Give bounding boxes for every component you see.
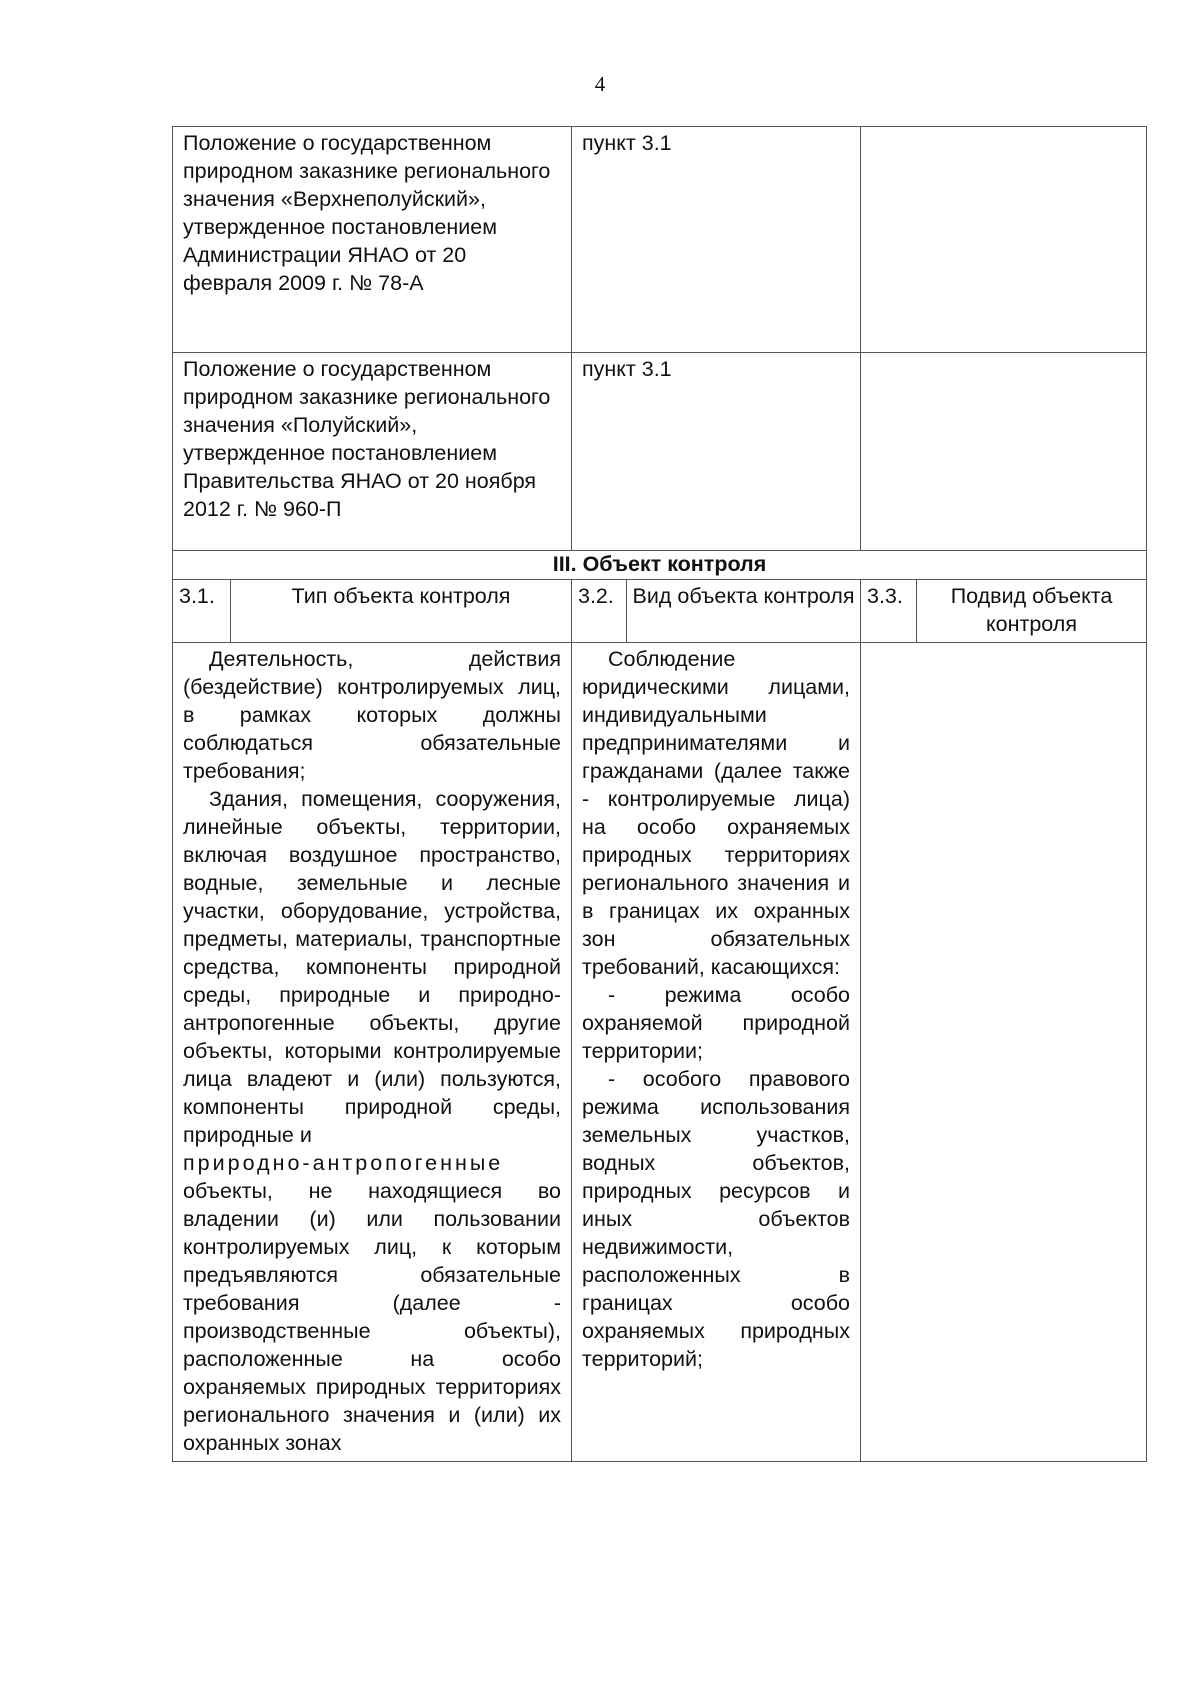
col3-number: 3.3.	[861, 580, 917, 643]
document-cell: Положение о государственном природном заказнике регионального значения «Полуйский», утвержденное постановлением Правительства ЯНАО от 20 ноября 2012 г. № 960-П	[173, 353, 572, 551]
document-cell: Положение о государственном природном заказнике регионального значения «Верхнеполуйский», утвержденное постановлением Администрации ЯНАО от 20 февраля 2009 г. № 78-А	[173, 127, 572, 353]
col1-title: Тип объекта контроля	[231, 580, 572, 643]
col2-number: 3.2.	[572, 580, 627, 643]
object-kind-cell	[572, 643, 861, 1462]
object-type-paragraph: Деятельность, действия (бездействие) контролируемых лиц, в рамках которых должны соблюдаться обязательные требования;	[183, 647, 561, 783]
object-kind-paragraph: Соблюдение юридическими лицами, индивидуальными предпринимателями и гражданами (далее также - контролируемые лица) на особо охраняемых природных территориях регионального значения и в границах их охранных зон обязательных требований, касающихся:	[582, 647, 850, 979]
object-type-paragraph: объекты, не находящиеся во владении (и) или пользовании контролируемых лиц, к которым предъявляются обязательные требования (далее - производственные объекты), расположенные на особо охраняемых природных территориях регионального значения и (или) их охранных зонах	[183, 1179, 561, 1455]
table-row	[173, 353, 1147, 551]
object-type-cell	[173, 643, 572, 1462]
object-kind-paragraph: - особого правового режима использования земельных участков, водных объектов, природных ресурсов и иных объектов недвижимости, расположенных в границах особо охраняемых природных территорий;	[582, 1067, 850, 1371]
col3-title: Подвид объекта контроля	[917, 580, 1147, 643]
section-header-row	[173, 551, 1147, 580]
column-header-row	[173, 580, 1147, 643]
note-cell	[861, 127, 1147, 353]
object-type-paragraph: Здания, помещения, сооружения, линейные объекты, территории, включая воздушное пространство, водные, земельные и лесные участки, оборудование, устройства, предметы, материалы, транспортные средства, компоненты природной среды, природные и природно-антропогенные объекты, другие объекты, которыми контролируемые лица владеют и (или) пользуются, компоненты природной среды, природные и	[183, 787, 561, 1147]
col1-number: 3.1.	[173, 580, 231, 643]
note-cell	[861, 353, 1147, 551]
object-kind-paragraph: - режима особо охраняемой природной территории;	[582, 983, 850, 1063]
object-subkind-cell	[861, 643, 1147, 1462]
object-type-paragraph: природно-антропогенные	[183, 1151, 504, 1175]
point-cell: пункт 3.1	[572, 353, 861, 551]
content-row	[173, 643, 1147, 1462]
col2-title: Вид объекта контроля	[627, 580, 861, 643]
control-object-table	[172, 126, 1147, 1462]
section-title: III. Объект контроля	[173, 551, 1147, 580]
point-cell: пункт 3.1	[572, 127, 861, 353]
table-row	[173, 127, 1147, 353]
page-number: 4	[594, 72, 606, 96]
